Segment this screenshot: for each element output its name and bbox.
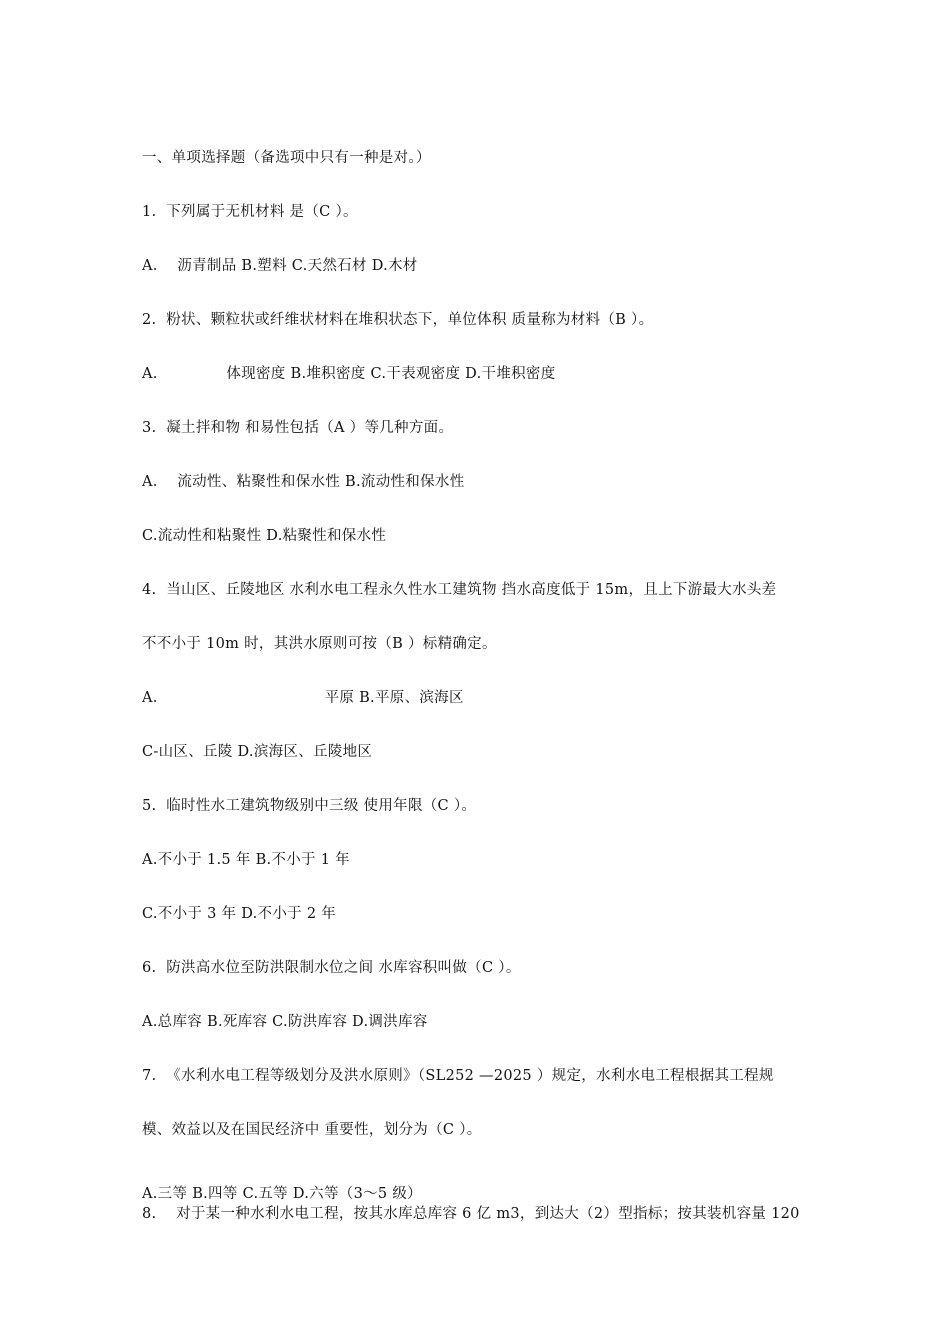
- question-3: 3. 凝土拌和物 和易性包括（A ）等几种方面。: [142, 420, 454, 436]
- question-4: 4. 当山区、丘陵地区 水利水电工程永久性水工建筑物 挡水高度低于 15m，且上下游最大水头差: [142, 582, 777, 598]
- question-7-continued: 模、效益以及在国民经济中 重要性，划分为（C ）。: [142, 1122, 482, 1138]
- question-3-options-c-d: C.流动性和粘聚性 D.粘聚性和保水性: [142, 528, 387, 544]
- question-3-options-a-b: A. 流动性、粘聚性和保水性 B.流动性和保水性: [142, 474, 465, 490]
- question-1: 1. 下列属于无机材料 是（C ）。: [142, 204, 358, 220]
- question-2-options: A. 体现密度 B.堆积密度 C.干表观密度 D.干堆积密度: [142, 366, 556, 382]
- section-heading: 一、单项选择题（备选项中只有一种是对。）: [142, 150, 431, 166]
- question-6: 6. 防洪高水位至防洪限制水位之间 水库容积叫做（C ）。: [142, 960, 521, 976]
- question-4-options-c-d: C-山区、丘陵 D.滨海区、丘陵地区: [142, 744, 373, 760]
- question-4-continued: 不不小于 10m 时，其洪水原则可按（B ）标精确定。: [142, 636, 497, 652]
- question-8: 8. 对于某一种水利水电工程，按其水库总库容 6 亿 m3，到达大（2）型指标；按其装机容量 120: [142, 1206, 800, 1222]
- question-4-options-a-b: A. 平原 B.平原、滨海区: [142, 690, 464, 706]
- question-5-options-c-d: C.不小于 3 年 D.不小于 2 年: [142, 906, 337, 922]
- question-5: 5. 临时性水工建筑物级别中三级 使用年限（C ）。: [142, 798, 477, 814]
- question-7-options: A.三等 B.四等 C.五等 D.六等（3〜5 级）: [142, 1186, 422, 1202]
- question-2: 2. 粉状、颗粒状或纤维状材料在堆积状态下，单位体积 质量称为材料（B ）。: [142, 312, 654, 328]
- question-6-options: A.总库容 B.死库容 C.防洪库容 D.调洪库容: [142, 1014, 428, 1030]
- question-7: 7. 《水利水电工程等级划分及洪水原则》（SL252 —2025 ）规定，水利水电工程根据其工程规: [142, 1068, 774, 1084]
- question-5-options-a-b: A.不小于 1.5 年 B.不小于 1 年: [142, 852, 350, 868]
- question-1-options: A. 沥青制品 B.塑料 C.天然石材 D.木材: [142, 258, 418, 274]
